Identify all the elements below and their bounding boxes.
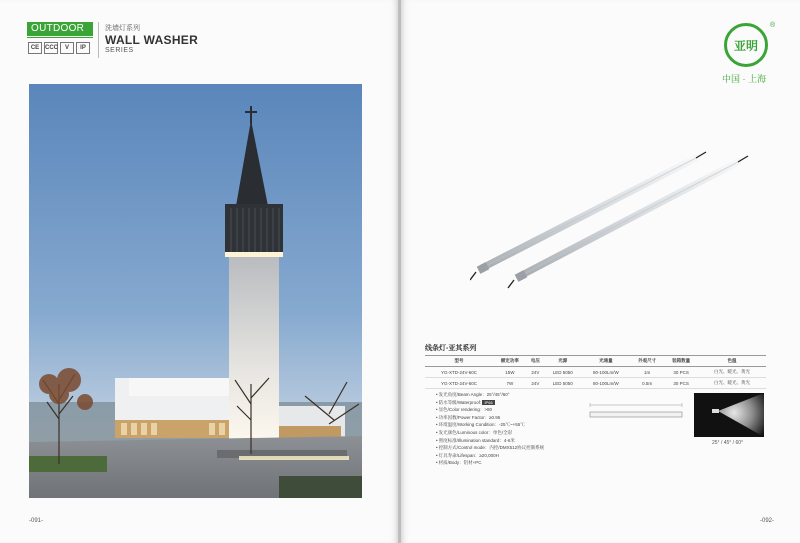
header-packing-quantity: 装箱数量	[664, 356, 698, 367]
feature-item	[436, 399, 544, 407]
spec-table	[425, 355, 766, 389]
series-title: WALL WASHER	[105, 33, 199, 47]
feature-waterproof-label: 防水等级/Waterproof:	[438, 399, 482, 405]
cell-model: YG-XTD-24V-60C	[425, 367, 493, 378]
feature-item: • 灯具寿命/Lifespan：≥20,000H	[436, 452, 544, 460]
cell-luminous-flux: 80-100Lm/W	[582, 378, 631, 389]
linear-light-product-image	[470, 150, 760, 290]
dimension-drawing	[588, 401, 684, 421]
cell-light-source: LED 5050	[544, 378, 582, 389]
cell-voltage: 24V	[527, 378, 544, 389]
right-page-number: -092-	[760, 518, 775, 524]
cell-color-temperature: 白光、暖光、黄光	[698, 367, 766, 378]
cell-light-source: LED 5050	[544, 367, 582, 378]
left-page-number: -091-	[29, 518, 44, 524]
light-bar-upper	[470, 152, 706, 280]
registered-mark: ®	[770, 22, 776, 29]
cell-dimensions: 0.5m	[630, 378, 664, 389]
ccc-certification-icon: CCC	[44, 42, 58, 54]
series-subtitle: SERIES	[105, 47, 134, 54]
header-dimensions: 外观尺寸	[630, 356, 664, 367]
cell-color-temperature: 白光、暖光、黄光	[698, 378, 766, 389]
table-row	[425, 367, 766, 378]
spec-table-header-row	[425, 356, 766, 367]
ce-certification-icon: CE	[28, 42, 42, 54]
cell-luminous-flux: 80-100Lm/W	[582, 367, 631, 378]
cell-model: YG-XTD-24V-60C	[425, 378, 493, 389]
church-tower-illustration	[29, 84, 362, 498]
feature-item: • 照度标准/Illumination standard：4-6米	[436, 437, 544, 445]
cell-packing-quantity: 30 PCS	[664, 367, 698, 378]
waterproof-badge: IP66	[484, 399, 493, 405]
category-underline	[27, 37, 93, 38]
cell-power: 15W	[493, 367, 527, 378]
feature-item: • 发光颜色/Luminous color：单色/全彩	[436, 429, 544, 437]
cell-voltage: 24V	[527, 367, 544, 378]
header-color-temperature: 色温	[698, 356, 766, 367]
header-model: 型号	[425, 356, 493, 367]
header-power: 额定功率	[493, 356, 527, 367]
table-row	[425, 378, 766, 389]
feature-item: • 环境温度/Working Condition：-25℃~+55℃	[436, 421, 544, 429]
feature-item: • 显色/Color rendering：>80	[436, 406, 544, 414]
feature-item: • 控制方式/Control mode：内控/DMX512协议控制系统	[436, 444, 544, 452]
feature-item: • 发光角度/Beam Angle：25°/45°/60°	[436, 391, 544, 399]
certification-icons	[28, 42, 90, 54]
logo-caption: 中国 · 上海	[722, 74, 766, 84]
cell-power: 7W	[493, 378, 527, 389]
cell-dimensions: 1m	[630, 367, 664, 378]
cell-packing-quantity: 30 PCS	[664, 378, 698, 389]
ip-certification-icon: IP	[76, 42, 90, 54]
header-light-source: 光源	[544, 356, 582, 367]
v-certification-icon: V	[60, 42, 74, 54]
feature-list	[436, 391, 544, 467]
beam-angle-illustration	[694, 393, 764, 437]
light-bar-lower	[508, 156, 748, 288]
feature-item: • 材质/Body：铝材+PC	[436, 459, 544, 467]
category-tag: OUTDOOR	[27, 22, 93, 36]
feature-item: • 功率因数/Power Factor：≥0.95	[436, 414, 544, 422]
header-divider	[98, 22, 99, 58]
yaming-logo: 亚明	[724, 23, 768, 67]
series-chinese-title: 洗墙灯系列	[105, 25, 140, 32]
beam-angle-caption: 25° / 45° / 60°	[712, 440, 744, 446]
header-voltage: 电压	[527, 356, 544, 367]
beam-angle-diagram	[694, 393, 764, 437]
product-title: 线条灯-亚其系列	[425, 345, 477, 352]
header-luminous-flux: 光通量	[582, 356, 631, 367]
church-tower-photo	[29, 84, 362, 498]
left-page	[0, 0, 398, 543]
